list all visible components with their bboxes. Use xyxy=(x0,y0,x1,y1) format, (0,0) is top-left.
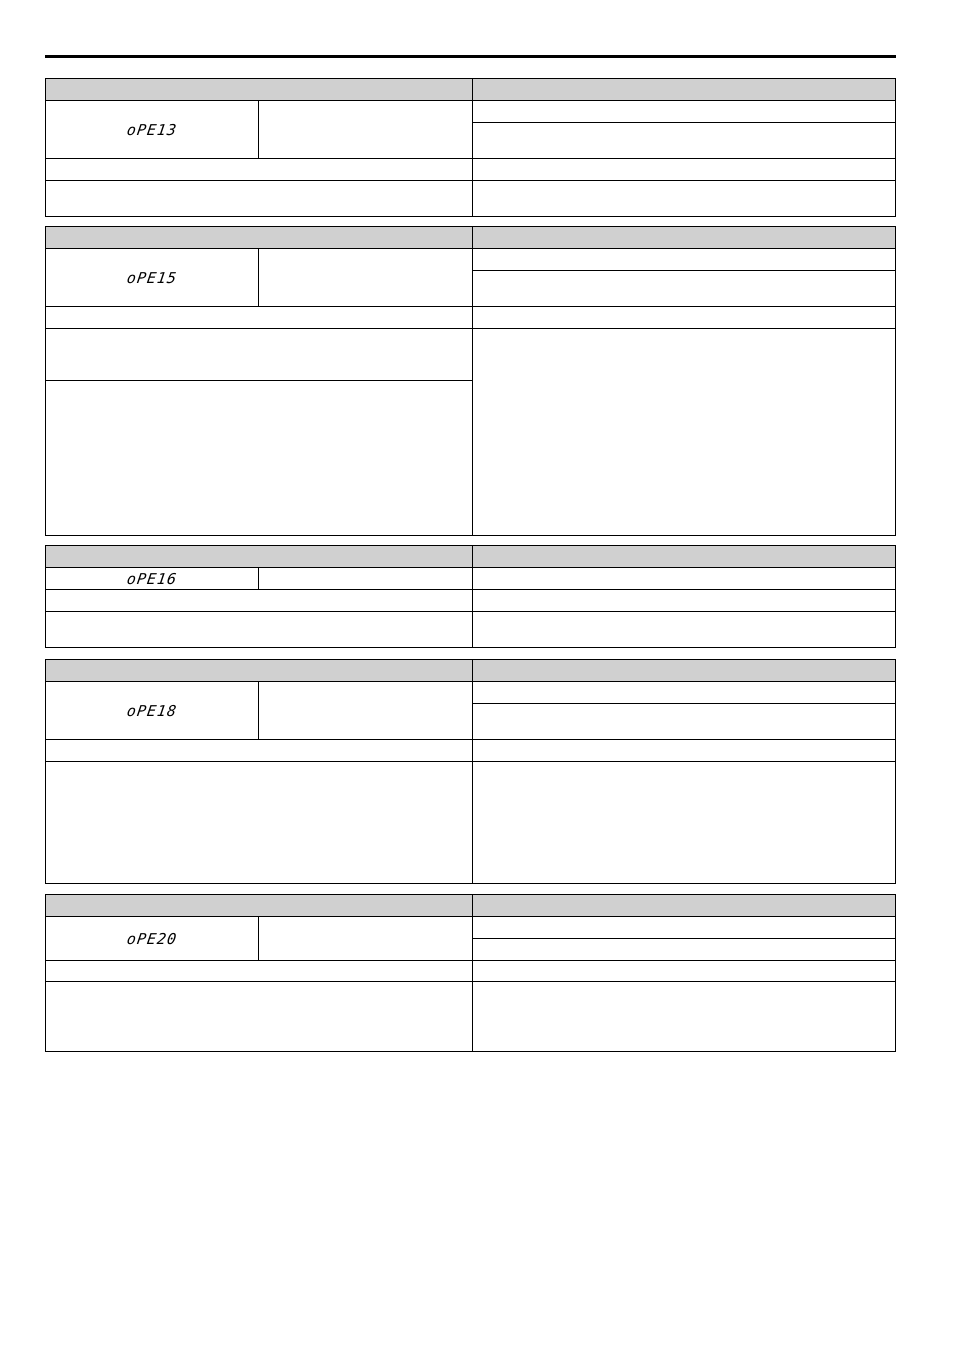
code-row xyxy=(46,100,895,158)
code-name-cell xyxy=(46,568,473,589)
header-left xyxy=(46,895,473,916)
top-rule xyxy=(45,55,896,58)
code-row xyxy=(46,567,895,589)
cause-label xyxy=(46,307,473,328)
cause-cell xyxy=(46,181,473,216)
header-right xyxy=(473,660,895,681)
table-header-row xyxy=(46,227,895,248)
description-line xyxy=(473,682,895,703)
description-cell xyxy=(473,568,895,589)
header-left xyxy=(46,660,473,681)
description-cell xyxy=(473,682,895,739)
description-line xyxy=(473,938,895,960)
cause-row xyxy=(46,180,895,216)
cause-label xyxy=(46,590,473,611)
description-cell xyxy=(473,917,895,960)
description-line xyxy=(473,270,895,306)
display-code: oPE15 xyxy=(125,268,179,287)
code-name-cell xyxy=(46,917,473,960)
description-cell xyxy=(473,249,895,306)
cause-cell xyxy=(46,612,473,647)
cause-header-row xyxy=(46,739,895,761)
display-code-cell xyxy=(46,568,259,589)
display-code-cell xyxy=(46,249,259,306)
cause-cell xyxy=(46,982,473,1051)
cause-row xyxy=(46,981,895,1051)
display-code-cell xyxy=(46,917,259,960)
solution-label xyxy=(473,590,895,611)
code-row xyxy=(46,916,895,960)
cause-label xyxy=(46,961,473,981)
fault-table-ope16 xyxy=(45,545,896,648)
description-line xyxy=(473,122,895,158)
code-name-cell xyxy=(46,101,473,158)
description-line xyxy=(473,703,895,739)
code-name-cell xyxy=(46,682,473,739)
cause-cell xyxy=(46,329,473,535)
fault-name-cell xyxy=(259,249,472,306)
solution-cell xyxy=(473,181,895,216)
code-row xyxy=(46,248,895,306)
solution-cell xyxy=(473,612,895,647)
display-code-cell xyxy=(46,101,259,158)
table-header-row xyxy=(46,79,895,100)
header-left xyxy=(46,79,473,100)
display-code: oPE13 xyxy=(125,120,179,139)
solution-label xyxy=(473,159,895,180)
solution-cell xyxy=(473,329,895,535)
cause-header-row xyxy=(46,158,895,180)
table-header-row xyxy=(46,895,895,916)
header-right xyxy=(473,227,895,248)
description-line xyxy=(473,249,895,270)
cause-row xyxy=(46,611,895,647)
fault-table-ope15 xyxy=(45,226,896,536)
fault-table-ope18 xyxy=(45,659,896,884)
header-left xyxy=(46,546,473,567)
cause-header-row xyxy=(46,306,895,328)
description-line xyxy=(473,101,895,122)
code-name-cell xyxy=(46,249,473,306)
solution-cell xyxy=(473,982,895,1051)
cause-item xyxy=(46,380,472,535)
display-code: oPE18 xyxy=(125,701,179,720)
cause-label xyxy=(46,740,473,761)
fault-table-ope13 xyxy=(45,78,896,217)
fault-name-cell xyxy=(259,568,472,589)
display-code: oPE20 xyxy=(125,929,179,948)
fault-name-cell xyxy=(259,682,472,739)
fault-name-cell xyxy=(259,917,472,960)
fault-table-ope20 xyxy=(45,894,896,1052)
description-cell xyxy=(473,101,895,158)
solution-label xyxy=(473,961,895,981)
display-code-cell xyxy=(46,682,259,739)
solution-cell xyxy=(473,762,895,883)
display-code: oPE16 xyxy=(125,569,179,588)
header-right xyxy=(473,79,895,100)
cause-header-row xyxy=(46,589,895,611)
solution-label xyxy=(473,307,895,328)
header-right xyxy=(473,895,895,916)
header-left xyxy=(46,227,473,248)
cause-row xyxy=(46,761,895,883)
table-header-row xyxy=(46,546,895,567)
cause-header-row xyxy=(46,960,895,981)
cause-label xyxy=(46,159,473,180)
cause-row xyxy=(46,328,895,535)
cause-item xyxy=(46,329,472,380)
fault-name-cell xyxy=(259,101,472,158)
cause-cell xyxy=(46,762,473,883)
solution-label xyxy=(473,740,895,761)
description-line xyxy=(473,917,895,938)
code-row xyxy=(46,681,895,739)
header-right xyxy=(473,546,895,567)
table-header-row xyxy=(46,660,895,681)
